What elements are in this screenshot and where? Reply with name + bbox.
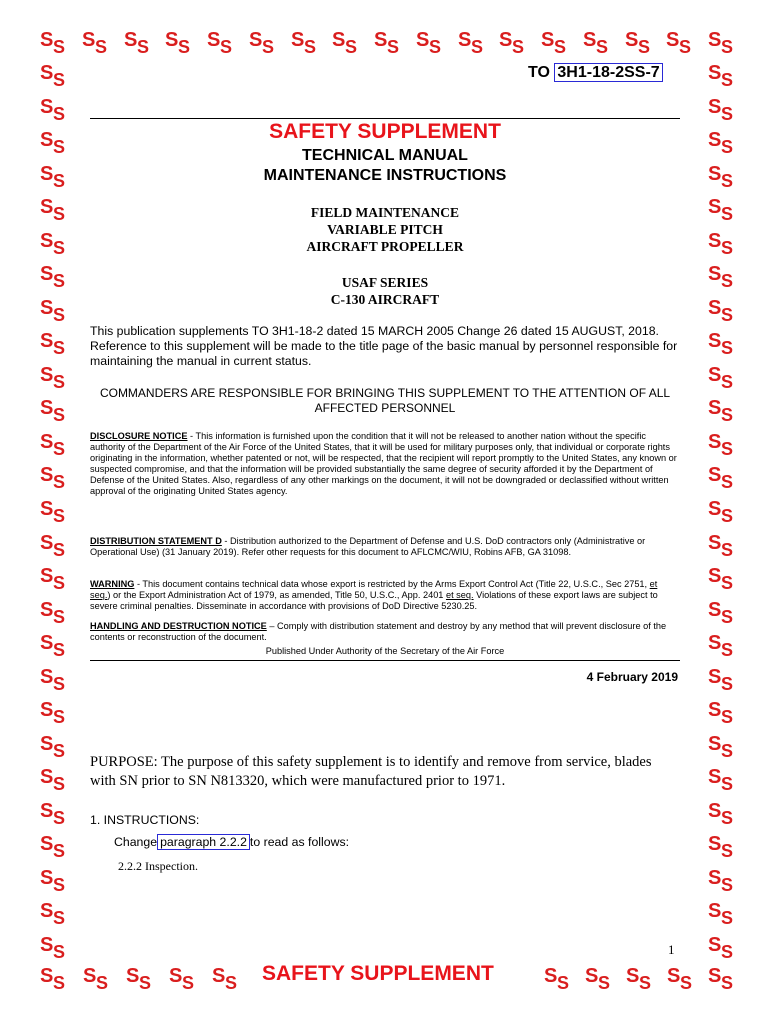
- ss-mark-letter: S: [429, 37, 442, 57]
- ss-mark: [706, 801, 740, 829]
- paragraph-link[interactable]: paragraph 2.2.2: [157, 834, 250, 850]
- ss-mark-letter: S: [53, 640, 66, 660]
- ss-mark-letter: S: [40, 833, 54, 855]
- ss-mark-letter: S: [708, 431, 722, 453]
- ss-mark: [706, 767, 740, 795]
- page-number: 1: [668, 942, 675, 957]
- ss-mark-letter: S: [708, 900, 722, 922]
- ss-mark-letter: S: [40, 297, 54, 319]
- ss-mark: [706, 63, 740, 91]
- ss-mark-letter: S: [708, 297, 722, 319]
- to-number-header: [528, 64, 663, 82]
- ss-mark-letter: S: [721, 405, 734, 425]
- ss-mark: [38, 130, 72, 158]
- ss-mark: [163, 30, 197, 58]
- ss-mark-letter: S: [182, 973, 195, 993]
- ss-mark-letter: S: [40, 163, 54, 185]
- ss-mark-letter: S: [708, 364, 722, 386]
- ss-mark-letter: S: [212, 965, 226, 987]
- ss-mark-letter: S: [291, 29, 305, 51]
- ss-mark-letter: S: [721, 573, 734, 593]
- ss-mark: [80, 30, 114, 58]
- ss-mark: [624, 966, 658, 994]
- ss-mark-letter: S: [708, 230, 722, 252]
- ss-mark: [706, 868, 740, 896]
- ss-mark-letter: S: [95, 37, 108, 57]
- ss-mark-letter: S: [721, 674, 734, 694]
- ss-mark: [706, 667, 740, 695]
- ss-mark: [706, 331, 740, 359]
- ss-mark-letter: S: [53, 741, 66, 761]
- ss-mark-letter: S: [53, 506, 66, 526]
- ss-mark: [38, 331, 72, 359]
- ss-mark-letter: S: [40, 599, 54, 621]
- subtitle-2: VARIABLE PITCH: [327, 222, 443, 237]
- ss-mark: [706, 700, 740, 728]
- ss-mark: [38, 566, 72, 594]
- ss-mark-letter: S: [721, 607, 734, 627]
- ss-mark-letter: S: [40, 29, 54, 51]
- ss-mark-letter: S: [721, 841, 734, 861]
- intro-paragraph: This publication supplements TO 3H1-18-2 dated 15 MARCH 2005 Change 26 dated 15 AUGUST, 2018. Reference to this supplement will be made to the title page of the basic manual by personnel responsible for maintaining the manual in current status.: [90, 324, 678, 368]
- ss-mark: [38, 197, 72, 225]
- ss-mark-letter: S: [721, 942, 734, 962]
- ss-mark: [706, 533, 740, 561]
- ss-mark-letter: S: [53, 372, 66, 392]
- ss-mark-letter: S: [387, 37, 400, 57]
- ss-mark: [497, 30, 531, 58]
- ss-mark-letter: S: [721, 238, 734, 258]
- ss-mark-letter: S: [721, 808, 734, 828]
- ss-mark-letter: S: [40, 464, 54, 486]
- series-1: USAF SERIES: [341, 275, 429, 290]
- ss-mark: [38, 966, 72, 994]
- ss-mark-letter: S: [708, 532, 722, 554]
- publication-date: 4 February 2019: [586, 670, 678, 684]
- ss-mark-letter: S: [124, 29, 138, 51]
- warning-etseq-1: et seq.: [90, 579, 658, 600]
- ss-mark-letter: S: [40, 965, 54, 987]
- ss-mark: [289, 30, 323, 58]
- ss-mark-letter: S: [262, 37, 275, 57]
- ss-mark-letter: S: [40, 263, 54, 285]
- ss-mark-letter: S: [585, 965, 599, 987]
- ss-mark-letter: S: [721, 372, 734, 392]
- ss-mark: [38, 365, 72, 393]
- ss-mark-letter: S: [53, 204, 66, 224]
- ss-mark-letter: S: [721, 774, 734, 794]
- ss-mark: [81, 966, 115, 994]
- commanders-notice: COMMANDERS ARE RESPONSIBLE FOR BRINGING THIS SUPPLEMENT TO THE ATTENTION OF ALL AFFECTED PERSONNEL: [99, 386, 671, 415]
- ss-mark-letter: S: [40, 431, 54, 453]
- ss-mark-letter: S: [554, 37, 567, 57]
- warning-notice: [90, 579, 680, 612]
- ss-mark-letter: S: [40, 196, 54, 218]
- ss-mark-letter: S: [40, 900, 54, 922]
- ss-mark-letter: S: [680, 973, 693, 993]
- ss-mark-letter: S: [40, 62, 54, 84]
- ss-mark-letter: S: [708, 599, 722, 621]
- ss-mark: [706, 432, 740, 460]
- series-2: C-130 AIRCRAFT: [330, 292, 440, 307]
- ss-mark: [623, 30, 657, 58]
- ss-mark-letter: S: [721, 472, 734, 492]
- ss-mark: [372, 30, 406, 58]
- ss-mark-letter: S: [40, 733, 54, 755]
- ss-mark: [706, 935, 740, 963]
- ss-mark: [38, 767, 72, 795]
- ss-mark: [38, 667, 72, 695]
- ss-mark-letter: S: [708, 129, 722, 151]
- warning-text-b: ) or the Export Administration Act of 1979, as amended, Title 50, U.S.C., App. 2401: [107, 590, 446, 600]
- ss-mark: [38, 801, 72, 829]
- ss-mark-letter: S: [626, 965, 640, 987]
- ss-mark: [38, 700, 72, 728]
- ss-mark-letter: S: [638, 37, 651, 57]
- ss-mark-letter: S: [220, 37, 233, 57]
- ss-mark: [706, 264, 740, 292]
- ss-mark-letter: S: [53, 137, 66, 157]
- ss-mark-letter: S: [708, 867, 722, 889]
- ss-mark-letter: S: [625, 29, 639, 51]
- ss-mark-letter: S: [40, 330, 54, 352]
- ss-mark: [665, 966, 699, 994]
- ss-mark-letter: S: [721, 640, 734, 660]
- handling-notice: [90, 621, 680, 643]
- to-prefix: TO: [528, 64, 550, 81]
- ss-mark-letter: S: [721, 875, 734, 895]
- warning-etseq-2: et seq.: [445, 590, 474, 600]
- ss-mark-letter: S: [666, 29, 680, 51]
- ss-mark: [706, 130, 740, 158]
- ss-mark-letter: S: [304, 37, 317, 57]
- distribution-label: DISTRIBUTION STATEMENT D: [90, 536, 222, 546]
- ss-mark: [706, 231, 740, 259]
- ss-mark-letter: S: [40, 96, 54, 118]
- ss-mark-letter: S: [40, 498, 54, 520]
- subtitle-3: AIRCRAFT PROPELLER: [306, 239, 464, 254]
- ss-mark-letter: S: [544, 965, 558, 987]
- ss-mark: [38, 633, 72, 661]
- ss-mark: [706, 834, 740, 862]
- ss-mark-letter: S: [557, 973, 570, 993]
- ss-mark-letter: S: [53, 104, 66, 124]
- ss-mark: [38, 264, 72, 292]
- inspection-item: 2.2.2 Inspection.: [118, 859, 198, 873]
- ss-mark-letter: S: [721, 973, 734, 993]
- ss-mark-letter: S: [40, 666, 54, 688]
- ss-mark: [581, 30, 615, 58]
- ss-mark-letter: S: [499, 29, 513, 51]
- ss-mark-letter: S: [708, 96, 722, 118]
- ss-mark-letter: S: [416, 29, 430, 51]
- ss-mark-letter: S: [708, 666, 722, 688]
- bottom-rule: [90, 660, 680, 661]
- handling-text: – Comply with distribution statement and destroy by any method that will prevent disclosure of the contents or reconstruction of the document.: [90, 621, 667, 642]
- ss-mark-letter: S: [83, 965, 97, 987]
- ss-mark-letter: S: [598, 973, 611, 993]
- ss-mark: [247, 30, 281, 58]
- ss-mark-letter: S: [40, 766, 54, 788]
- ss-mark: [706, 966, 740, 994]
- ss-mark-letter: S: [169, 965, 183, 987]
- ss-mark-letter: S: [708, 699, 722, 721]
- ss-mark-letter: S: [53, 908, 66, 928]
- ss-mark-letter: S: [512, 37, 525, 57]
- ss-mark-letter: S: [126, 965, 140, 987]
- ss-mark-letter: S: [721, 171, 734, 191]
- ss-mark: [583, 966, 617, 994]
- ss-mark-letter: S: [53, 674, 66, 694]
- ss-mark-letter: S: [721, 37, 734, 57]
- ss-mark-letter: S: [53, 405, 66, 425]
- ss-mark-letter: S: [708, 733, 722, 755]
- ss-mark-letter: S: [708, 29, 722, 51]
- ss-mark-letter: S: [708, 965, 722, 987]
- distribution-statement: [90, 536, 680, 558]
- ss-mark-letter: S: [53, 540, 66, 560]
- ss-mark-letter: S: [40, 632, 54, 654]
- handling-label: HANDLING AND DESTRUCTION NOTICE: [90, 621, 267, 631]
- ss-mark-letter: S: [53, 573, 66, 593]
- ss-mark-letter: S: [53, 70, 66, 90]
- ss-mark-letter: S: [708, 163, 722, 185]
- ss-mark: [330, 30, 364, 58]
- ss-mark-letter: S: [708, 766, 722, 788]
- ss-mark-letter: S: [53, 171, 66, 191]
- ss-mark-letter: S: [721, 137, 734, 157]
- ss-mark-letter: S: [225, 973, 238, 993]
- ss-mark: [38, 533, 72, 561]
- distribution-text: - Distribution authorized to the Department of Defense and U.S. DoD contractors only (Administrative or Operational Use) (31 January 2019). Refer other requests for this document to AFLCMC/WIU, Robins AFB, GA 31098.: [90, 536, 646, 557]
- disclosure-label: DISCLOSURE NOTICE: [90, 431, 188, 441]
- ss-mark-letter: S: [721, 439, 734, 459]
- ss-mark-letter: S: [708, 632, 722, 654]
- ss-mark: [706, 365, 740, 393]
- ss-mark: [38, 398, 72, 426]
- change-instruction: [114, 835, 349, 849]
- title-line1: TECHNICAL MANUAL: [302, 147, 468, 164]
- ss-mark-letter: S: [178, 37, 191, 57]
- ss-mark: [414, 30, 448, 58]
- ss-mark-letter: S: [708, 934, 722, 956]
- ss-mark-letter: S: [721, 707, 734, 727]
- disclosure-text: - This information is furnished upon the condition that it will not be released to another nation without the specific authority of the Department of the Air Force of the United States, that it will be used for military purposes only, that individual or corporate rights originating in the information, whether patented or not, will be respected, that the recipient will report promptly to the United States, any known or suspected compromise, and that the information will be provided substantially the same degree of security afforded it by the Department of Defense of the United States. Also, regardless of any other markings on the document, it will not be downgraded or declassified without written approval of the originating United States agency.: [90, 431, 677, 496]
- ss-mark-letter: S: [679, 37, 692, 57]
- title-main: SAFETY SUPPLEMENT: [269, 120, 501, 143]
- ss-mark-letter: S: [249, 29, 263, 51]
- top-rule: [90, 118, 680, 119]
- ss-mark-letter: S: [53, 607, 66, 627]
- ss-mark-letter: S: [139, 973, 152, 993]
- ss-mark-letter: S: [458, 29, 472, 51]
- ss-mark: [122, 30, 156, 58]
- ss-mark-letter: S: [53, 707, 66, 727]
- ss-mark: [706, 499, 740, 527]
- ss-mark-letter: S: [471, 37, 484, 57]
- ss-mark-letter: S: [53, 774, 66, 794]
- ss-mark-letter: S: [721, 540, 734, 560]
- ss-mark-letter: S: [708, 196, 722, 218]
- ss-mark: [706, 398, 740, 426]
- ss-mark: [38, 499, 72, 527]
- ss-mark-letter: S: [708, 397, 722, 419]
- ss-mark: [38, 231, 72, 259]
- ss-mark: [706, 465, 740, 493]
- ss-mark-letter: S: [708, 62, 722, 84]
- ss-mark-letter: S: [40, 230, 54, 252]
- ss-mark-letter: S: [708, 330, 722, 352]
- footer-safety-supplement: SAFETY SUPPLEMENT: [262, 962, 494, 985]
- ss-mark: [706, 566, 740, 594]
- ss-mark: [706, 298, 740, 326]
- ss-mark-letter: S: [40, 532, 54, 554]
- ss-mark-letter: S: [137, 37, 150, 57]
- ss-mark-letter: S: [53, 973, 66, 993]
- ss-mark-letter: S: [708, 498, 722, 520]
- ss-mark-letter: S: [40, 867, 54, 889]
- ss-mark: [38, 834, 72, 862]
- change-pre: Change: [114, 835, 158, 849]
- ss-mark: [542, 966, 576, 994]
- ss-mark-letter: S: [40, 129, 54, 151]
- subtitle-1: FIELD MAINTENANCE: [310, 205, 460, 220]
- ss-mark-letter: S: [40, 699, 54, 721]
- ss-mark: [38, 164, 72, 192]
- ss-mark-letter: S: [53, 439, 66, 459]
- instructions-heading: 1. INSTRUCTIONS:: [90, 813, 200, 827]
- ss-mark: [38, 901, 72, 929]
- ss-mark: [706, 164, 740, 192]
- ss-mark-letter: S: [53, 875, 66, 895]
- ss-mark-letter: S: [53, 808, 66, 828]
- ss-mark-letter: S: [721, 908, 734, 928]
- ss-mark: [706, 97, 740, 125]
- ss-mark: [38, 935, 72, 963]
- ss-mark-letter: S: [40, 934, 54, 956]
- ss-mark: [706, 901, 740, 929]
- ss-mark: [38, 734, 72, 762]
- warning-text-c: Violations of these export laws are subject to severe criminal penalties. Disseminate in accordance with provisions of DoD Directive 5230.25.: [90, 590, 658, 611]
- ss-mark-letter: S: [53, 841, 66, 861]
- change-post: to read as follows:: [249, 835, 350, 849]
- ss-mark: [210, 966, 244, 994]
- ss-mark-letter: S: [721, 506, 734, 526]
- ss-mark-letter: S: [583, 29, 597, 51]
- title-line2: MAINTENANCE INSTRUCTIONS: [263, 167, 507, 184]
- ss-mark: [539, 30, 573, 58]
- ss-mark-letter: S: [721, 741, 734, 761]
- ss-mark: [38, 298, 72, 326]
- ss-mark: [167, 966, 201, 994]
- ss-mark-letter: S: [165, 29, 179, 51]
- disclosure-notice: [90, 431, 680, 497]
- ss-mark-letter: S: [53, 37, 66, 57]
- ss-mark: [456, 30, 490, 58]
- ss-mark: [38, 97, 72, 125]
- ss-mark: [706, 734, 740, 762]
- ss-mark-letter: S: [721, 204, 734, 224]
- ss-mark-letter: S: [721, 338, 734, 358]
- ss-mark-letter: S: [596, 37, 609, 57]
- warning-label: WARNING: [90, 579, 135, 589]
- ss-mark-letter: S: [708, 833, 722, 855]
- ss-mark-letter: S: [708, 565, 722, 587]
- ss-mark-letter: S: [345, 37, 358, 57]
- ss-mark-letter: S: [207, 29, 221, 51]
- ss-mark: [664, 30, 698, 58]
- ss-mark-letter: S: [721, 104, 734, 124]
- ss-mark: [38, 63, 72, 91]
- ss-mark-letter: S: [541, 29, 555, 51]
- ss-mark-letter: S: [721, 305, 734, 325]
- ss-mark-letter: S: [82, 29, 96, 51]
- ss-mark-letter: S: [639, 973, 652, 993]
- ss-mark-letter: S: [40, 565, 54, 587]
- ss-mark-letter: S: [708, 263, 722, 285]
- warning-text-a: - This document contains technical data whose export is restricted by the Arms Export Control Act (Title 22, U.S.C., Sec 2751,: [134, 579, 650, 589]
- ss-mark-letter: S: [53, 942, 66, 962]
- ss-mark: [124, 966, 158, 994]
- ss-mark-letter: S: [53, 271, 66, 291]
- ss-mark: [38, 432, 72, 460]
- ss-mark-letter: S: [374, 29, 388, 51]
- ss-mark-letter: S: [721, 70, 734, 90]
- ss-mark: [706, 197, 740, 225]
- ss-mark: [706, 600, 740, 628]
- ss-mark-letter: S: [40, 800, 54, 822]
- ss-mark-letter: S: [40, 364, 54, 386]
- ss-mark: [706, 633, 740, 661]
- ss-mark: [38, 868, 72, 896]
- ss-mark-letter: S: [53, 338, 66, 358]
- purpose-paragraph: PURPOSE: The purpose of this safety supplement is to identify and remove from service, blades with SN prior to SN N813320, which were manufactured prior to 1971.: [90, 754, 652, 789]
- ss-mark-letter: S: [708, 464, 722, 486]
- ss-mark-letter: S: [53, 472, 66, 492]
- ss-mark: [205, 30, 239, 58]
- to-number-link[interactable]: 3H1-18-2SS-7: [554, 63, 662, 82]
- ss-mark-letter: S: [721, 271, 734, 291]
- ss-mark: [38, 465, 72, 493]
- ss-mark-letter: S: [96, 973, 109, 993]
- ss-mark-letter: S: [40, 397, 54, 419]
- ss-mark-letter: S: [667, 965, 681, 987]
- authority-line: Published Under Authority of the Secretary of the Air Force: [265, 646, 505, 656]
- ss-mark: [38, 600, 72, 628]
- ss-mark: [706, 30, 740, 58]
- ss-mark-letter: S: [332, 29, 346, 51]
- ss-mark: [38, 30, 72, 58]
- ss-mark-letter: S: [53, 238, 66, 258]
- ss-mark-letter: S: [53, 305, 66, 325]
- ss-mark-letter: S: [708, 800, 722, 822]
